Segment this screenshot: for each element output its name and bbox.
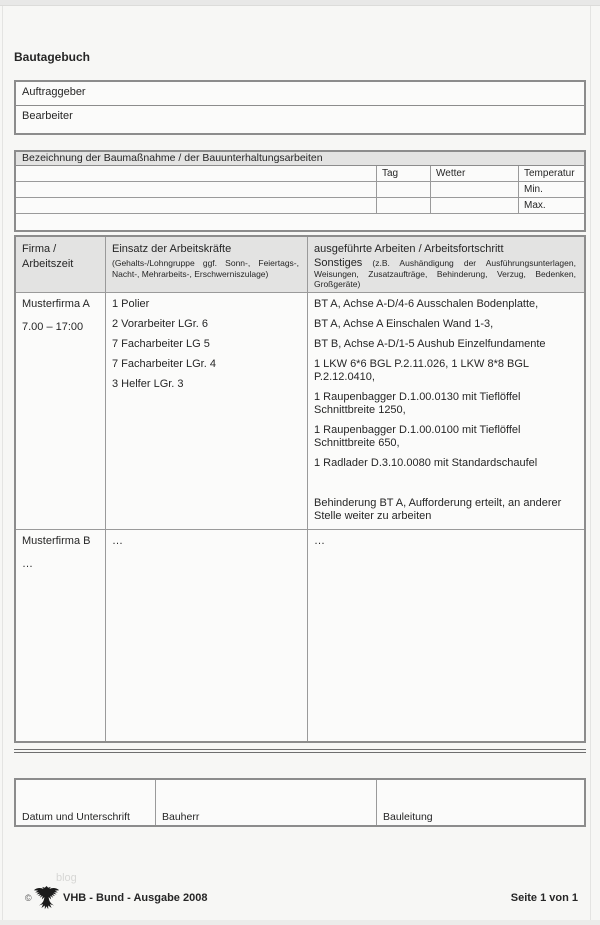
einsatz-item: 7 Facharbeiter LGr. 4 xyxy=(112,358,216,370)
einsatz-item: 7 Facharbeiter LG 5 xyxy=(112,338,210,350)
footer-edition-label: VHB - Bund - Ausgabe 2008 xyxy=(63,892,208,904)
tag-value-cell[interactable] xyxy=(376,198,430,213)
einsatz-item: 2 Vorarbeiter LGr. 6 xyxy=(112,318,208,330)
empty-cell[interactable] xyxy=(16,198,376,213)
bearbeiter-label: Bearbeiter xyxy=(22,110,73,122)
work-table xyxy=(14,235,586,743)
empty-cell[interactable] xyxy=(16,182,376,197)
bearbeiter-field[interactable] xyxy=(16,106,584,133)
temperature-min-label: Min. xyxy=(518,182,584,197)
wetter-column-header: Wetter xyxy=(430,166,518,181)
header-firma-line2: Arbeitszeit xyxy=(22,258,74,270)
copyright-symbol: © xyxy=(25,893,32,903)
page-title: Bautagebuch xyxy=(14,50,91,64)
signature-box xyxy=(14,778,586,827)
project-empty-row[interactable] xyxy=(16,214,584,230)
header-arbeiten xyxy=(307,237,584,292)
row-b-firma: Musterfirma B xyxy=(22,535,91,547)
signature-bauleitung-cell[interactable] xyxy=(376,780,584,825)
footer-page-indicator: Seite 1 von 1 xyxy=(510,892,578,904)
row-a-einsatz-cell[interactable] xyxy=(105,292,307,529)
row-a-arbeiten-cell[interactable] xyxy=(307,292,584,529)
header-sonstiges-detail: (z.B. Aushändigung der Ausführungsunterlagen, Weisungen, Zusatzaufträge, Behinderung, Verzug, Bedenken, Großgeräte) xyxy=(314,258,576,289)
header-sonstiges-label: Sonstiges xyxy=(314,257,363,269)
row-b-einsatz-cell[interactable] xyxy=(105,529,307,741)
federal-eagle-icon xyxy=(33,883,60,911)
temperature-max-row xyxy=(16,198,584,214)
signature-bauherr-label: Bauherr xyxy=(162,811,200,823)
einsatz-item: … xyxy=(112,535,123,547)
arbeiten-item: 1 Raupenbagger D.1.00.0100 mit Tieflöffel Schnittbreite 650, xyxy=(314,424,521,449)
wetter-value-cell[interactable] xyxy=(430,182,518,197)
auftraggeber-label: Auftraggeber xyxy=(22,86,86,98)
row-b-firma-cell[interactable] xyxy=(16,529,105,741)
row-a-arbeitszeit: 7.00 – 17:00 xyxy=(22,321,84,333)
signature-bauleitung-label: Bauleitung xyxy=(383,811,433,823)
header-einsatz-title: Einsatz der Arbeitskräfte xyxy=(112,243,232,255)
watermark-text: blog xyxy=(56,872,77,884)
arbeiten-item: 1 Radlader D.3.10.0080 mit Standardschaufel xyxy=(314,457,538,469)
wetter-value-cell[interactable] xyxy=(430,198,518,213)
einsatz-item: 3 Helfer LGr. 3 xyxy=(112,378,184,390)
page-top-edge xyxy=(0,0,600,6)
signature-date-label: Datum und Unterschrift xyxy=(22,811,130,823)
page-left-edge xyxy=(2,6,3,925)
header-firma-arbeitszeit xyxy=(16,237,105,292)
arbeiten-item: BT B, Achse A-D/1-5 Aushub Einzelfundamente xyxy=(314,338,546,350)
row-b-arbeiten-cell[interactable] xyxy=(307,529,584,741)
arbeiten-item: 1 Raupenbagger D.1.00.0130 mit Tieflöffel Schnittbreite 1250, xyxy=(314,391,521,416)
project-columns-header-row xyxy=(16,166,584,182)
temperatur-column-header: Temperatur xyxy=(518,166,584,181)
client-box xyxy=(14,80,586,135)
row-b-arbeitszeit: … xyxy=(22,558,33,570)
tag-value-cell[interactable] xyxy=(376,182,430,197)
row-a-firma: Musterfirma A xyxy=(22,298,90,310)
row-a-firma-cell[interactable] xyxy=(16,292,105,529)
project-designation-box xyxy=(14,150,586,232)
arbeiten-item-blank xyxy=(314,477,576,490)
closing-double-rule xyxy=(14,749,586,753)
tag-column-header: Tag xyxy=(376,166,430,181)
header-arbeiten-subtitle xyxy=(314,258,576,290)
project-name-cell[interactable] xyxy=(16,166,376,181)
header-einsatz xyxy=(105,237,307,292)
signature-bauherr-cell[interactable] xyxy=(155,780,376,825)
page-bottom-edge xyxy=(0,920,600,925)
header-einsatz-subtitle: (Gehalts-/Lohngruppe ggf. Sonn-, Feiertags-, Nacht-, Mehrarbeits-, Erschwerniszulage) xyxy=(112,258,299,279)
arbeiten-item: Behinderung BT A, Aufforderung erteilt, an anderer Stelle weiter zu arbeiten xyxy=(314,497,562,522)
signature-date-cell[interactable] xyxy=(16,780,155,825)
arbeiten-item: 1 LKW 6*6 BGL P.2.11.026, 1 LKW 8*8 BGL P.2.12.0410, xyxy=(314,358,529,383)
arbeiten-item: BT A, Achse A-D/4-6 Ausschalen Bodenplatte, xyxy=(314,298,539,310)
arbeiten-item: … xyxy=(314,535,325,547)
temperature-max-label: Max. xyxy=(518,198,584,213)
header-firma-line1: Firma / xyxy=(22,243,57,255)
temperature-min-row xyxy=(16,182,584,198)
einsatz-item: 1 Polier xyxy=(112,298,150,310)
page-right-edge xyxy=(590,6,591,925)
auftraggeber-field[interactable] xyxy=(16,82,584,106)
header-arbeiten-title: ausgeführte Arbeiten / Arbeitsfortschritt xyxy=(314,243,504,255)
project-designation-header: Bezeichnung der Baumaßnahme / der Bauunterhaltungsarbeiten xyxy=(16,152,584,166)
arbeiten-item: BT A, Achse A Einschalen Wand 1-3, xyxy=(314,318,494,330)
